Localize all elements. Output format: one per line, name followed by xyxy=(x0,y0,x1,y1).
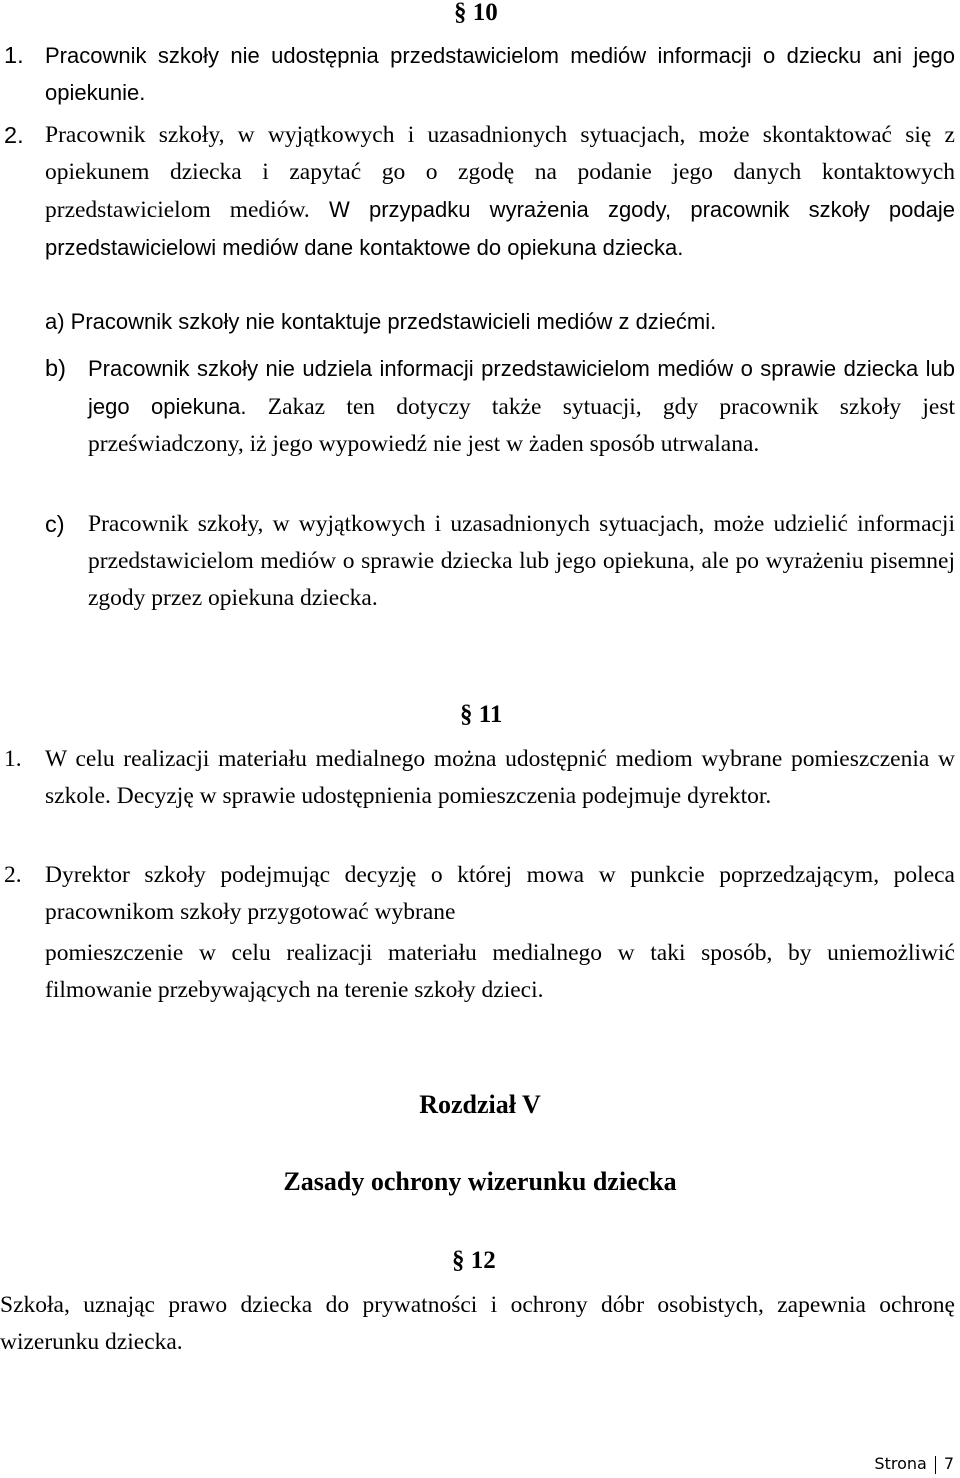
s11-item2-number: 2. xyxy=(4,862,22,888)
s11-item2-text-continued: pomieszczenie w celu realizacji materiału medialnego w taki sposób, by uniemożliwić filmowanie przebywających na terenie szkoły dzieci. xyxy=(45,940,955,1003)
chapter-title: Rozdział V xyxy=(419,1090,541,1119)
s10-item2-text-a: Pracownik szkoły, w wyjątkowych i uzasadnionych sytuacjach, może skontaktować się z opiekunem dziecka i zapytać go o zgodę na podanie jego danych kontaktowych przedstawicielom mediów. xyxy=(45,122,955,223)
s10-item2-text xyxy=(45,117,955,267)
page-footer xyxy=(874,1453,954,1475)
s10-sub-b-label: b) xyxy=(45,355,66,381)
s10-sub-b-text xyxy=(88,350,955,463)
s11-item2-text: Dyrektor szkoły podejmując decyzję o której mowa w punkcie poprzedzającym, poleca pracownikom szkoły przygotować wybrane xyxy=(45,862,955,925)
s10-item1-text: Pracownik szkoły nie udostępnia przedstawicielom mediów informacji o dziecku ani jego opiekunie. xyxy=(45,43,955,105)
s10-sub-c-text: Pracownik szkoły, w wyjątkowych i uzasadnionych sytuacjach, może udzielić informacji przedstawicielom mediów o sprawie dziecka lub jego opiekuna, ale po wyrażeniu pisemnej zgody przez opiekuna dziecka. xyxy=(88,511,955,611)
s10-item1-number: 1. xyxy=(4,42,24,68)
footer-label: Strona xyxy=(874,1454,927,1473)
s10-sub-b-text-b: Zakaz ten dotyczy także sytuacji, gdy pracownik szkoły jest przeświadczony, iż jego wypowiedź nie jest w żaden sposób utrwalana. xyxy=(88,394,955,457)
footer-divider xyxy=(935,1456,936,1474)
s10-sub-c-label: c) xyxy=(45,511,65,537)
s10-item2-number: 2. xyxy=(4,122,24,148)
s10-item2-text-b: W przypadku wyrażenia zgody, pracownik szkoły podaje przedstawicielowi mediów dane kontaktowe do opiekuna dziecka. xyxy=(45,197,955,260)
footer-page-number: 7 xyxy=(943,1454,954,1473)
s10-sub-b-text-a: Pracownik szkoły nie udziela informacji przedstawicielom mediów o sprawie dziecka lub jego opiekuna. xyxy=(88,356,955,419)
section-10-heading: § 10 xyxy=(454,0,498,26)
s11-item1-text: W celu realizacji materiału medialnego można udostępnić mediom wybrane pomieszczenia w szkole. Decyzję w sprawie udostępnienia pomieszczenia podejmuje dyrektor. xyxy=(45,746,955,809)
s11-item1-number: 1. xyxy=(4,746,22,772)
s10-sub-a: a) Pracownik szkoły nie kontaktuje przedstawicieli mediów z dziećmi. xyxy=(45,309,717,334)
section-11-heading: § 11 xyxy=(460,701,503,728)
section-12-heading: § 12 xyxy=(452,1247,496,1274)
s12-text: Szkoła, uznając prawo dziecka do prywatności i ochrony dóbr osobistych, zapewnia ochronę wizerunku dziecka. xyxy=(0,1292,955,1355)
chapter-subtitle: Zasady ochrony wizerunku dziecka xyxy=(283,1167,677,1196)
